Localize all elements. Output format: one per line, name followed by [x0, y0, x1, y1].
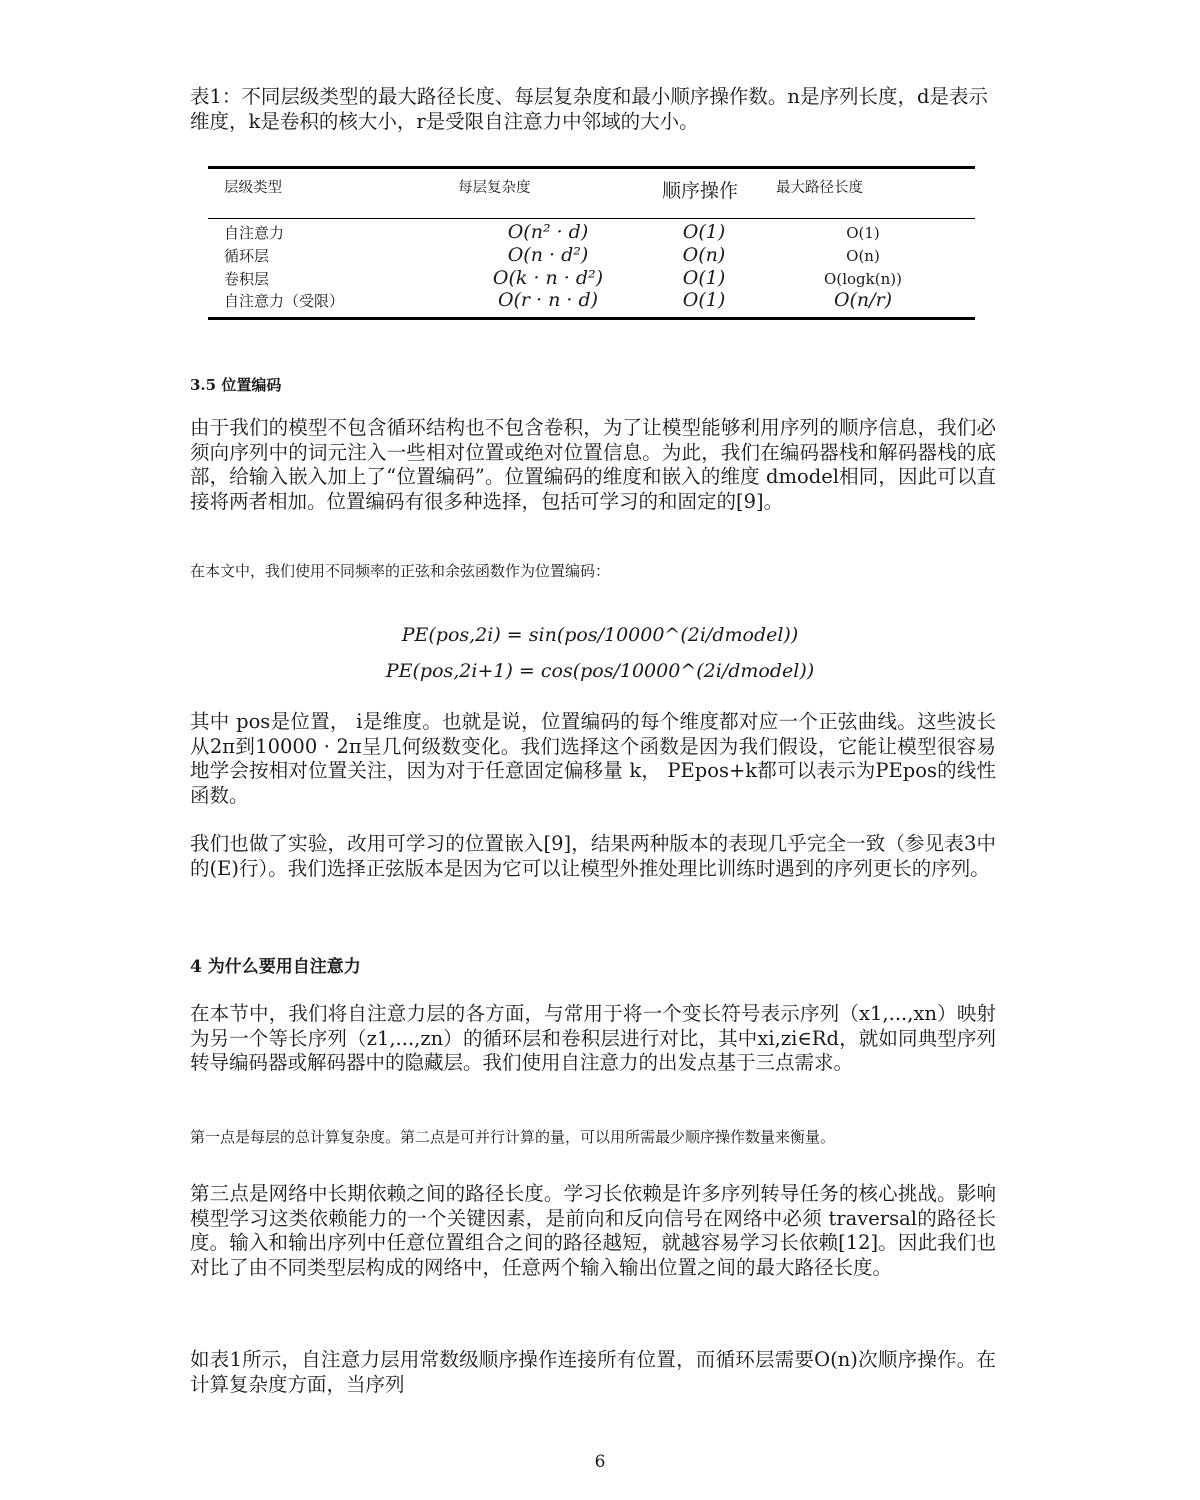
row-sequential: O(n) [682, 244, 726, 266]
row-type: 卷积层 [224, 270, 270, 288]
paragraph-positional-encoding: 由于我们的模型不包含循环结构也不包含卷积，为了让模型能够利用序列的顺序信息，我们必须向序列中的词元注入一些相对位置或绝对位置信息。为此，我们在编码器栈和解码器栈的底部，给输入嵌入加上了“位置编码”。位置编码的维度和嵌入的维度 dmodel相同，因此可以直接将两者相加。位置编码有很多种选择，包括可学习的和固定的[9]。 [190, 416, 996, 513]
row-sequential: O(1) [682, 267, 726, 289]
paragraph-self-attention-compare: 在本节中，我们将自注意力层的各方面，与常用于将一个变长符号表示序列（x1,...,xn）映射为另一个等长序列（z1,...,zn）的循环层和卷积层进行对比，其中xi,zi∈Rd，就如同典型序列转导编码器或解码器中的隐藏层。我们使用自注意力的出发点基于三点需求。 [190, 1002, 996, 1074]
row-sequential: O(1) [682, 289, 726, 311]
page-number: 6 [594, 1452, 606, 1472]
header-complexity: 每层复杂度 [458, 180, 531, 196]
row-type: 自注意力（受限） [224, 292, 345, 310]
paragraph-sinusoid-intro: 在本文中，我们使用不同频率的正弦和余弦函数作为位置编码： [190, 562, 611, 580]
row-path: O(n) [846, 247, 880, 265]
paragraph-desiderata-1-2: 第一点是每层的总计算复杂度。第二点是可并行计算的量，可以用所需最少顺序操作数量来衡量。 [190, 1128, 836, 1146]
row-type: 循环层 [224, 247, 270, 265]
paragraph-table1-discussion: 如表1所示，自注意力层用常数级顺序操作连接所有位置，而循环层需要O(n)次顺序操作。在计算复杂度方面，当序列 [190, 1348, 996, 1396]
header-sequential: 顺序操作 [662, 180, 739, 202]
row-complexity: O(k · n · d²) [492, 267, 604, 289]
row-complexity: O(r · n · d) [497, 289, 599, 311]
table-top-rule [208, 166, 975, 169]
paragraph-desiderata-3: 第三点是网络中长期依赖之间的路径长度。学习长依赖是许多序列转导任务的核心挑战。影响模型学习这类依赖能力的一个关键因素，是前向和反向信号在网络中必须 traversal的路径长度。输入和输出序列中任意位置组合之间的路径越短，就越容易学习长依赖[12]。因此我们也对比了由不同类型层构成的网络中，任意两个输入输出位置之间的最大路径长度。 [190, 1182, 996, 1279]
row-type: 自注意力 [224, 224, 285, 242]
row-sequential: O(1) [682, 221, 726, 243]
row-complexity: O(n · d²) [507, 244, 589, 266]
section-heading-4: 4 为什么要用自注意力 [190, 957, 361, 977]
section-heading-3-5: 3.5 位置编码 [190, 376, 282, 394]
equation-pe-cos: PE(pos,2i+1) = cos(pos/10000^(2i/dmodel)) [385, 660, 815, 682]
row-path: O(1) [846, 224, 880, 242]
row-path: O(logk(n)) [824, 270, 902, 288]
complexity-table [208, 166, 975, 322]
paragraph-pos-dimension: 其中 pos是位置， i是维度。也就是说，位置编码的每个维度都对应一个正弦曲线。这些波长从2π到10000 · 2π呈几何级数变化。我们选择这个函数是因为我们假设，它能让模型很容易地学会按相对位置关注，因为对于任意固定偏移量 k， PEpos+k都可以表示为PEpos的线性函数。 [190, 710, 996, 807]
header-layer-type: 层级类型 [224, 180, 282, 196]
row-complexity: O(n² · d) [507, 221, 589, 243]
paragraph-learned-embeddings: 我们也做了实验，改用可学习的位置嵌入[9]，结果两种版本的表现几乎完全一致（参见表3中的(E)行）。我们选择正弦版本是因为它可以让模型外推处理比训练时遇到的序列更长的序列。 [190, 832, 996, 880]
header-path-length: 最大路径长度 [776, 180, 863, 196]
table-bottom-rule [208, 317, 975, 320]
table-caption: 表1：不同层级类型的最大路径长度、每层复杂度和最小顺序操作数。n是序列长度，d是表示维度，k是卷积的核大小，r是受限自注意力中邻域的大小。 [190, 85, 988, 133]
table-mid-rule [208, 218, 975, 219]
equation-pe-sin: PE(pos,2i) = sin(pos/10000^(2i/dmodel)) [401, 624, 799, 646]
row-path: O(n/r) [833, 289, 893, 311]
